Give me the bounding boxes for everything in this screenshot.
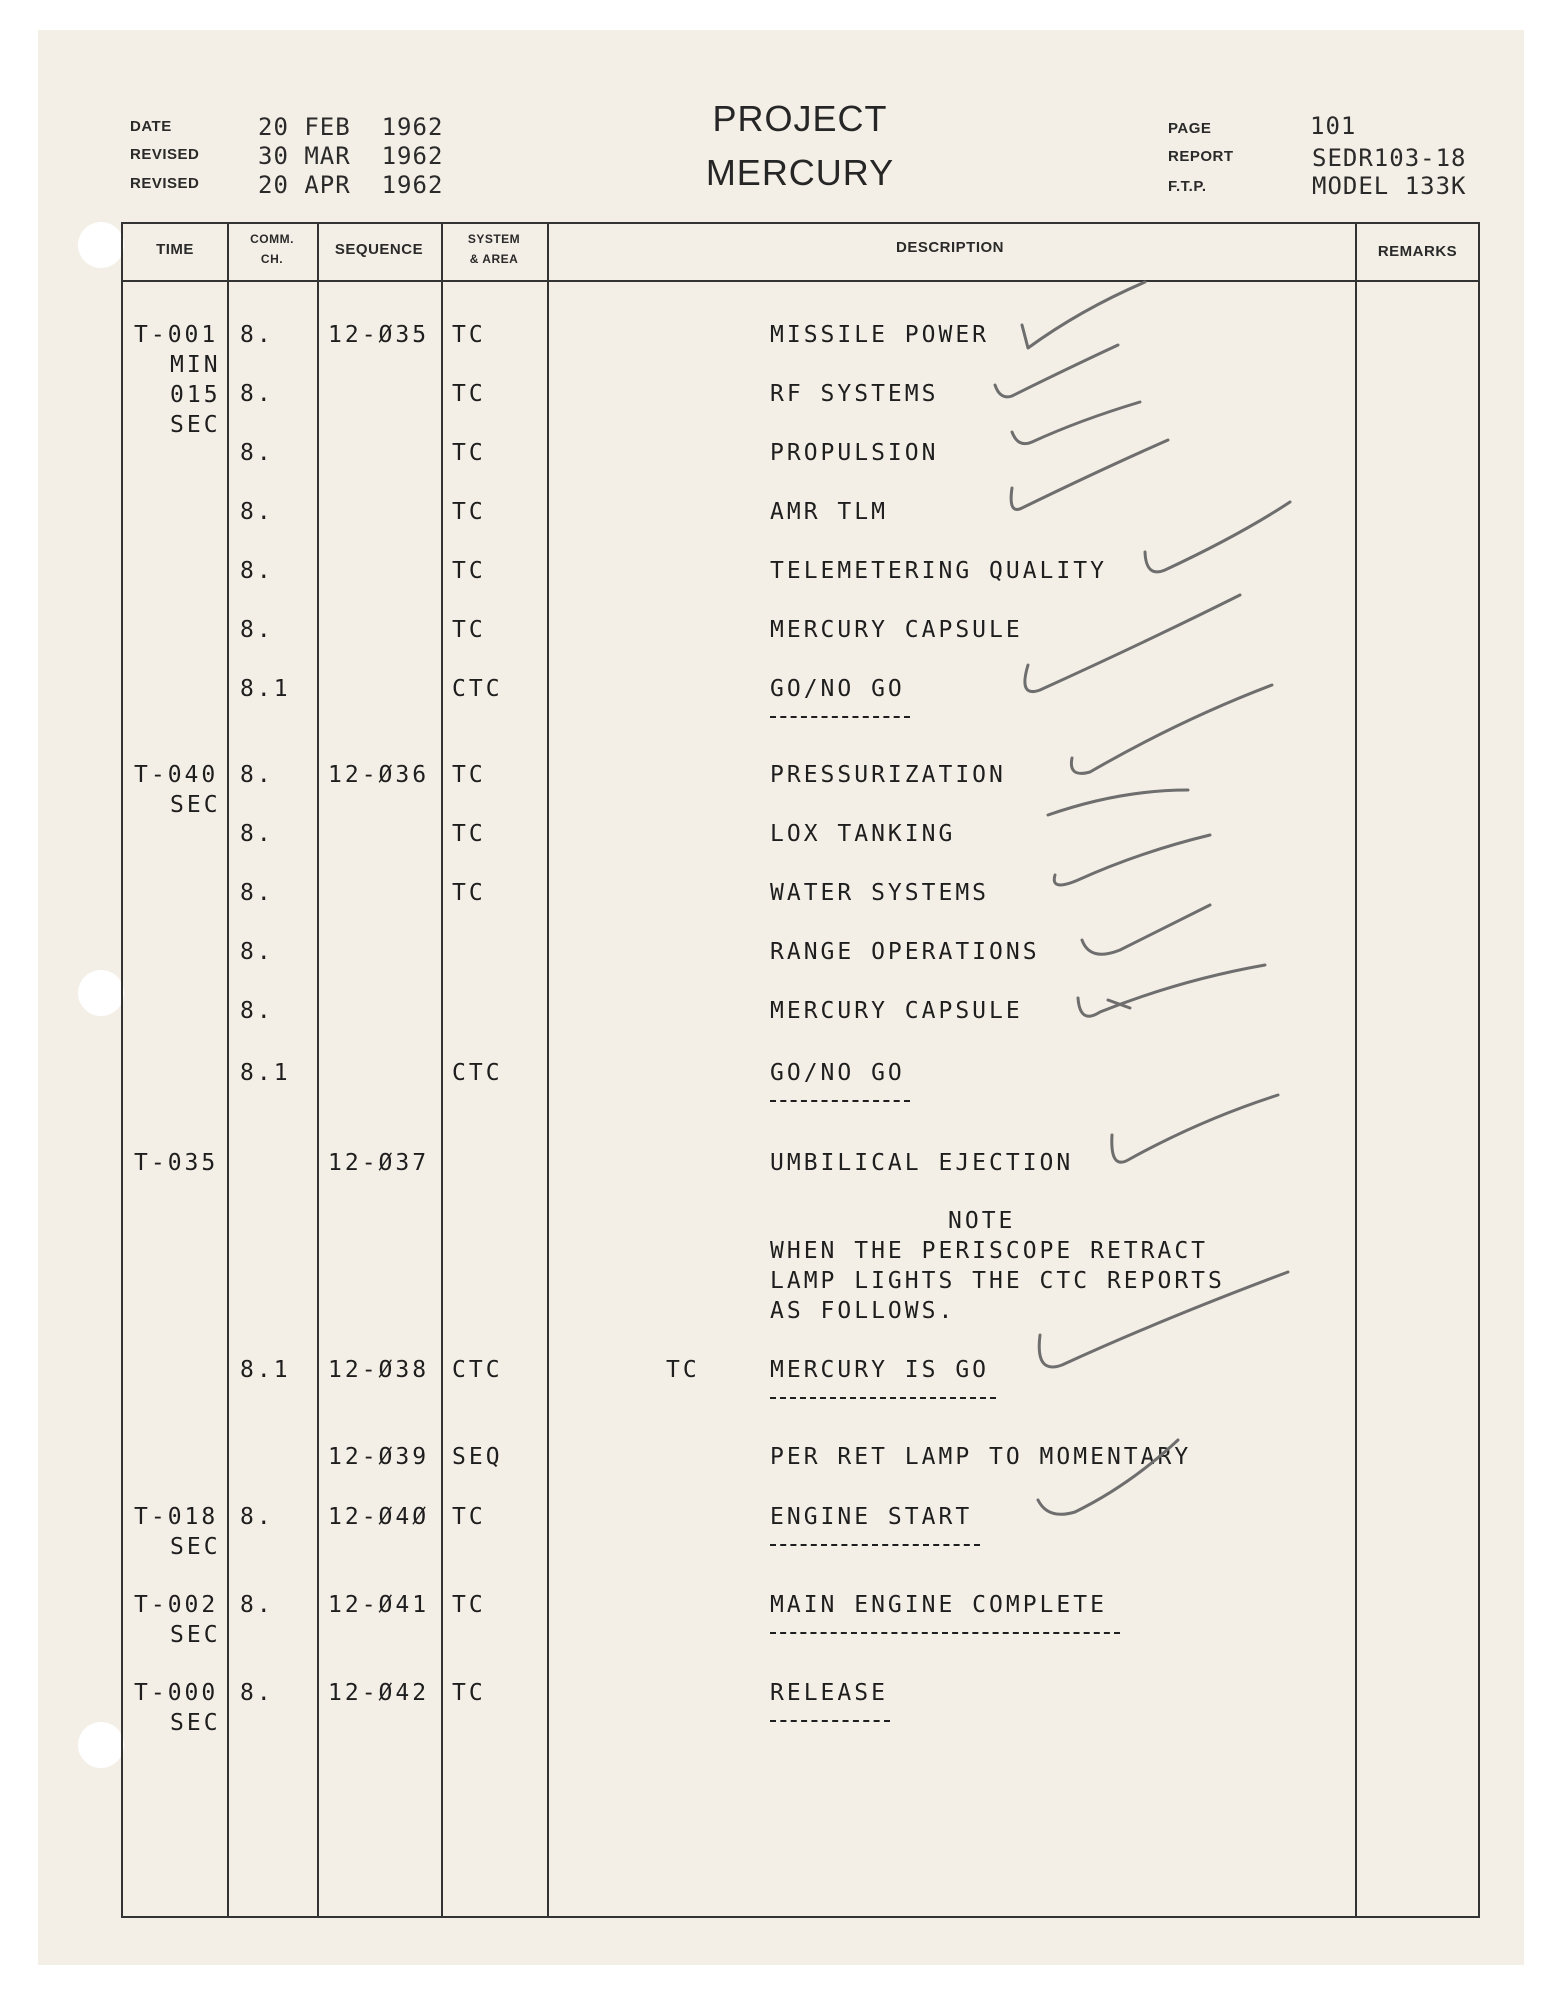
sequence-number: 12-Ø36 — [328, 762, 430, 788]
system-area: TC — [452, 617, 486, 643]
check-mark-icon — [1145, 502, 1290, 572]
date-value: 20 FEB 1962 — [258, 113, 444, 141]
check-mark-icon — [995, 345, 1118, 397]
comm-channel: 8. — [240, 440, 274, 466]
check-mark-icon — [1071, 685, 1272, 773]
time-mark: T-000 — [134, 1680, 219, 1706]
check-mark-icon — [1022, 282, 1145, 348]
station-code: TC — [666, 1357, 700, 1383]
time-mark: SEC — [170, 1622, 221, 1648]
date-label: DATE — [130, 118, 172, 135]
comm-channel: 8. — [240, 998, 274, 1024]
comm-channel: 8. — [240, 322, 274, 348]
note-heading: NOTE — [948, 1208, 1016, 1234]
sequence-number: 12-Ø35 — [328, 322, 430, 348]
description-text: GO/NO GO — [770, 676, 905, 702]
check-mark-icon — [1082, 905, 1210, 954]
description-text: RF SYSTEMS — [770, 381, 939, 407]
description-text: MAIN ENGINE COMPLETE — [770, 1592, 1107, 1618]
comm-channel: 8. — [240, 880, 274, 906]
revised-value: 20 APR 1962 — [258, 171, 444, 199]
sequence-number: 12-Ø39 — [328, 1444, 430, 1470]
page-label: PAGE — [1168, 120, 1212, 137]
sequence-number: 12-Ø38 — [328, 1357, 430, 1383]
time-mark: T-002 — [134, 1592, 219, 1618]
comm-channel: 8. — [240, 1680, 274, 1706]
description-text: PROPULSION — [770, 440, 939, 466]
comm-channel: 8.1 — [240, 676, 291, 702]
column-header-system: & AREA — [469, 252, 519, 266]
system-area: TC — [452, 558, 486, 584]
description-text: PER RET LAMP TO MOMENTARY — [770, 1444, 1192, 1470]
note-line: LAMP LIGHTS THE CTC REPORTS — [770, 1268, 1225, 1294]
system-area: TC — [452, 381, 486, 407]
system-area: TC — [452, 821, 486, 847]
page-number: 101 — [1310, 112, 1357, 140]
check-mark-icon — [1112, 1095, 1278, 1162]
check-mark-icon — [1039, 1272, 1288, 1367]
check-mark-icon — [1011, 440, 1168, 509]
sequence-number: 12-Ø41 — [328, 1592, 430, 1618]
system-area: TC — [452, 499, 486, 525]
comm-channel: 8. — [240, 821, 274, 847]
column-header-system: SYSTEM — [467, 232, 521, 246]
revised-value: 30 MAR 1962 — [258, 142, 444, 170]
description-text: ENGINE START — [770, 1504, 973, 1530]
comm-channel: 8.1 — [240, 1060, 291, 1086]
system-area: TC — [452, 1680, 486, 1706]
comm-channel: 8. — [240, 617, 274, 643]
check-mark-icon — [1078, 965, 1265, 1016]
description-text: GO/NO GO — [770, 1060, 905, 1086]
comm-channel: 8. — [240, 1592, 274, 1618]
system-area: TC — [452, 762, 486, 788]
system-area: CTC — [452, 1357, 503, 1383]
description-text: TELEMETERING QUALITY — [770, 558, 1107, 584]
column-header-description: DESCRIPTION — [895, 239, 1004, 256]
system-area: SEQ — [452, 1444, 503, 1470]
description-text: MISSILE POWER — [770, 322, 990, 348]
column-header-sequence: SEQUENCE — [334, 241, 424, 258]
time-mark: T-001 — [134, 322, 219, 348]
comm-channel: 8. — [240, 499, 274, 525]
check-mark-icon — [1025, 595, 1240, 692]
description-text: MERCURY IS GO — [770, 1357, 990, 1383]
column-header-comm: COMM. — [250, 232, 294, 246]
system-area: CTC — [452, 676, 503, 702]
time-mark: T-040 — [134, 762, 219, 788]
description-text: LOX TANKING — [770, 821, 956, 847]
sequence-number: 12-Ø37 — [328, 1150, 430, 1176]
column-header-time: TIME — [156, 241, 194, 258]
report-number: SEDR103-18 — [1312, 144, 1467, 172]
system-area: TC — [452, 880, 486, 906]
system-area: TC — [452, 440, 486, 466]
description-text: MERCURY CAPSULE — [770, 617, 1023, 643]
sequence-number: 12-Ø42 — [328, 1680, 430, 1706]
check-mark-icon — [1038, 1440, 1178, 1514]
time-mark: T-035 — [134, 1150, 219, 1176]
ftp-label: F.T.P. — [1168, 178, 1207, 195]
description-text: AMR TLM — [770, 499, 888, 525]
description-text: PRESSURIZATION — [770, 762, 1006, 788]
description-text: UMBILICAL EJECTION — [770, 1150, 1074, 1176]
comm-channel: 8. — [240, 939, 274, 965]
time-mark: MIN — [170, 352, 221, 378]
time-mark: 015 — [170, 382, 221, 408]
comm-channel: 8. — [240, 1504, 274, 1530]
column-header-comm: CH. — [260, 252, 284, 266]
check-mark-icon — [1048, 790, 1188, 815]
comm-channel: 8.1 — [240, 1357, 291, 1383]
time-mark: SEC — [170, 1710, 221, 1736]
system-area: TC — [452, 1504, 486, 1530]
report-label: REPORT — [1168, 148, 1234, 165]
page-title: PROJECT — [712, 98, 888, 139]
system-area: TC — [452, 322, 486, 348]
note-line: AS FOLLOWS. — [770, 1298, 956, 1324]
sequence-number: 12-Ø4Ø — [328, 1504, 430, 1530]
description-text: MERCURY CAPSULE — [770, 998, 1023, 1024]
model-number: MODEL 133K — [1312, 172, 1467, 200]
comm-channel: 8. — [240, 558, 274, 584]
time-mark: SEC — [170, 1534, 221, 1560]
column-header-remarks: REMARKS — [1377, 243, 1458, 260]
note-line: WHEN THE PERISCOPE RETRACT — [770, 1238, 1209, 1264]
revised-label: REVISED — [130, 175, 200, 192]
description-text: RELEASE — [770, 1680, 888, 1706]
check-mark-icon — [1012, 402, 1140, 444]
revised-label: REVISED — [130, 146, 200, 163]
comm-channel: 8. — [240, 762, 274, 788]
description-text: RANGE OPERATIONS — [770, 939, 1040, 965]
time-mark: T-018 — [134, 1504, 219, 1530]
time-mark: SEC — [170, 792, 221, 818]
system-area: TC — [452, 1592, 486, 1618]
comm-channel: 8. — [240, 381, 274, 407]
check-mark-icon — [1054, 835, 1210, 885]
description-text: WATER SYSTEMS — [770, 880, 990, 906]
system-area: CTC — [452, 1060, 503, 1086]
time-mark: SEC — [170, 412, 221, 438]
page-title: MERCURY — [705, 152, 895, 193]
